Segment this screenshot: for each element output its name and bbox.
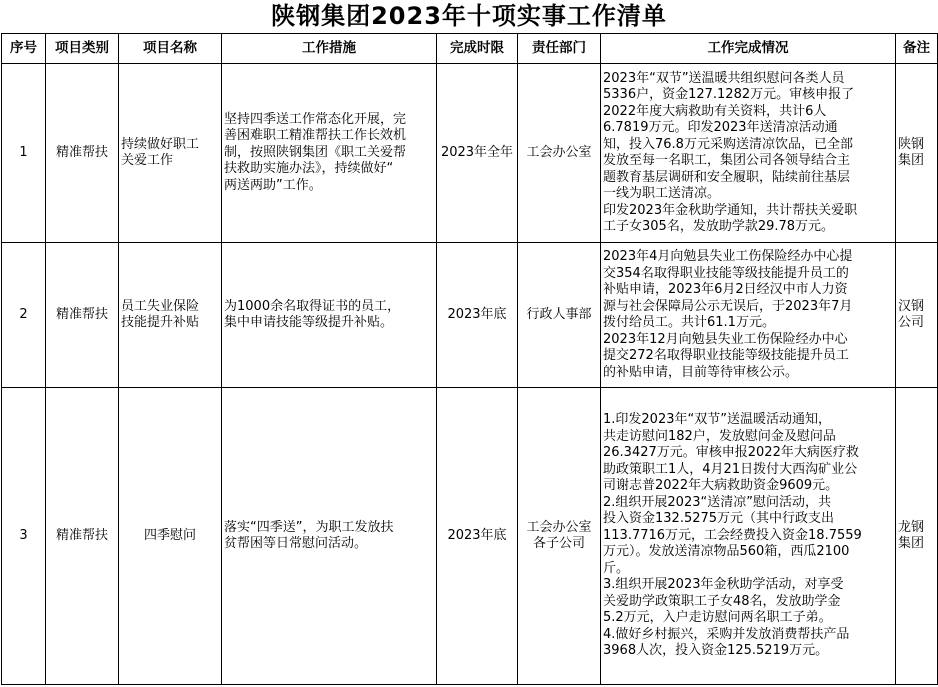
header-dept: 责任部门 (518, 34, 601, 64)
cell-status: 2023年“双节”送温暖共组织慰问各类人员 5336户，资金127.1282万元。审核申报了 2022年度大病救助有关资料，共计6人 6.7819万元。印发2023年送清凉活动通 知，投入76.8万元采购送清凉饮品，已全部 发放至每一名职工，集团公司各领导结合主 题教育基层调研和安全履职，陆续前往基层 一线为职工送清凉。 印发2023年金秋助学通知，共计帮扶关爱职 工子女305名，发放助学款29.78万元。 (601, 64, 896, 243)
cell-dept: 工会办公室 各子公司 (518, 388, 601, 685)
cell-no: 2 (2, 243, 46, 388)
cell-category: 精准帮扶 (46, 388, 119, 685)
cell-remark: 汉钢 公司 (896, 243, 938, 388)
table-row (2, 388, 938, 685)
header-remark: 备注 (896, 34, 938, 64)
cell-no: 3 (2, 388, 46, 685)
header-measures: 工作措施 (222, 34, 437, 64)
cell-remark: 龙钢 集团 (896, 388, 938, 685)
page-title: 陕钢集团2023年十项实事工作清单 (271, 2, 667, 30)
cell-deadline: 2023年底 (437, 388, 518, 685)
table-row (2, 243, 938, 388)
header-category: 项目类别 (46, 34, 119, 64)
cell-no: 1 (2, 64, 46, 243)
cell-dept: 行政人事部 (518, 243, 601, 388)
cell-measures: 落实“四季送”，为职工发放扶 贫帮困等日常慰问活动。 (222, 388, 437, 685)
cell-category: 精准帮扶 (46, 243, 119, 388)
cell-status: 2023年4月向勉县失业工伤保险经办中心提 交354名取得职业技能等级技能提升员工的 补贴申请，2023年6月2日经汉中市人力资 源与社会保障局公示无误后，于2023年7月 拨付给员工。共计61.1万元。 2023年12月向勉县失业工伤保险经办中心 提交272名取得职业技能等级技能提升员工 的补贴申请，目前等待审核公示。 (601, 243, 896, 388)
task-table (1, 33, 938, 685)
header-name: 项目名称 (119, 34, 222, 64)
cell-name: 四季慰问 (119, 388, 222, 685)
cell-deadline: 2023年底 (437, 243, 518, 388)
header-status: 工作完成情况 (601, 34, 896, 64)
cell-dept: 工会办公室 (518, 64, 601, 243)
table-row (2, 64, 938, 243)
cell-measures: 为1000余名取得证书的员工， 集中申请技能等级提升补贴。 (222, 243, 437, 388)
cell-name: 持续做好职工 关爱工作 (119, 64, 222, 243)
cell-remark: 陕钢 集团 (896, 64, 938, 243)
cell-name: 员工失业保险 技能提升补贴 (119, 243, 222, 388)
cell-measures: 坚持四季送工作常态化开展，完 善困难职工精准帮扶工作长效机 制，按照陕钢集团《职工关爱帮 扶救助实施办法》，持续做好“ 两送两助”工作。 (222, 64, 437, 243)
table-header-row (2, 34, 938, 64)
header-deadline: 完成时限 (437, 34, 518, 64)
cell-deadline: 2023年全年 (437, 64, 518, 243)
header-no: 序号 (2, 34, 46, 64)
cell-status: 1.印发2023年“双节”送温暖活动通知， 共走访慰问182户，发放慰问金及慰问品 26.3427万元。审核申报2022年大病医疗救 助政策职工1人，4月21日拨付大西沟矿业公 司谢志普2022年大病救助资金9609元。 2.组织开展2023“送清凉”慰问活动，共 投入资金132.5275万元（其中行政支出 113.7716万元，工会经费投入资金18.7559 万元）。发放送清凉物品560箱，西瓜2100 斤。 3.组织开展2023年金秋助学活动，对享受 关爱助学政策职工子女48名，发放助学金 5.2万元，入户走访慰问两名职工子弟。 4.做好乡村振兴，采购并发放消费帮扶产品 3968人次，投入资金125.5219万元。 (601, 388, 896, 685)
cell-category: 精准帮扶 (46, 64, 119, 243)
